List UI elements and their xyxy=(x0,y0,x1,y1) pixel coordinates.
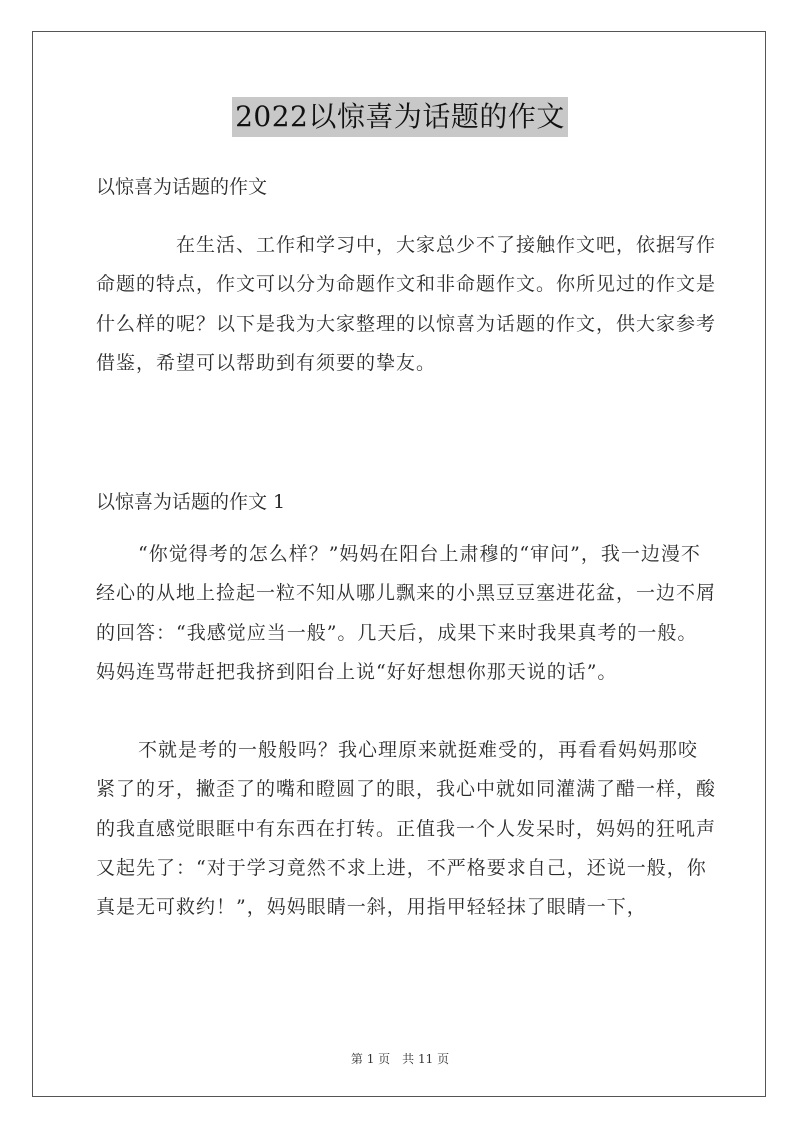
title-container xyxy=(0,97,800,137)
document-subtitle: 以惊喜为话题的作文 xyxy=(96,176,268,198)
essay-paragraph-2: 不就是考的一般般吗？我心理原来就挺难受的，再看看妈妈那咬紧了的牙，撇歪了的嘴和瞪圆了的眼，我心中就如同灌满了醋一样，酸的我直感觉眼眶中有东西在打转。正值我一个人发呆时，妈妈的狂吼声又起先了：“对于学习竟然不求上进，不严格要求自己，还说一般，你真是无可救约！”，妈妈眼睛一斜，用指甲轻轻抹了眼睛一下， xyxy=(96,739,717,919)
document-title: 2022以惊喜为话题的作文 xyxy=(232,97,568,137)
section-heading: 以惊喜为话题的作文 1 xyxy=(96,491,286,513)
page-number: 第 1 页 共 11 页 xyxy=(350,1052,450,1066)
intro-paragraph: 在生活、工作和学习中，大家总少不了接触作文吧，依据写作命题的特点，作文可以分为命题作文和非命题作文。你所见过的作文是什么样的呢？以下是我为大家整理的以惊喜为话题的作文，供大家参考借鉴，希望可以帮助到有须要的挚友。 xyxy=(96,234,717,374)
essay-paragraph-1: “你觉得考的怎么样？”妈妈在阳台上肃穆的“审问”，我一边漫不经心的从地上捡起一粒不知从哪儿飘来的小黑豆豆塞进花盆，一边不屑的回答：“我感觉应当一般”。几天后，成果下来时我果真考的一般。妈妈连骂带赶把我挤到阳台上说“好好想想你那天说的话”。 xyxy=(96,543,717,683)
